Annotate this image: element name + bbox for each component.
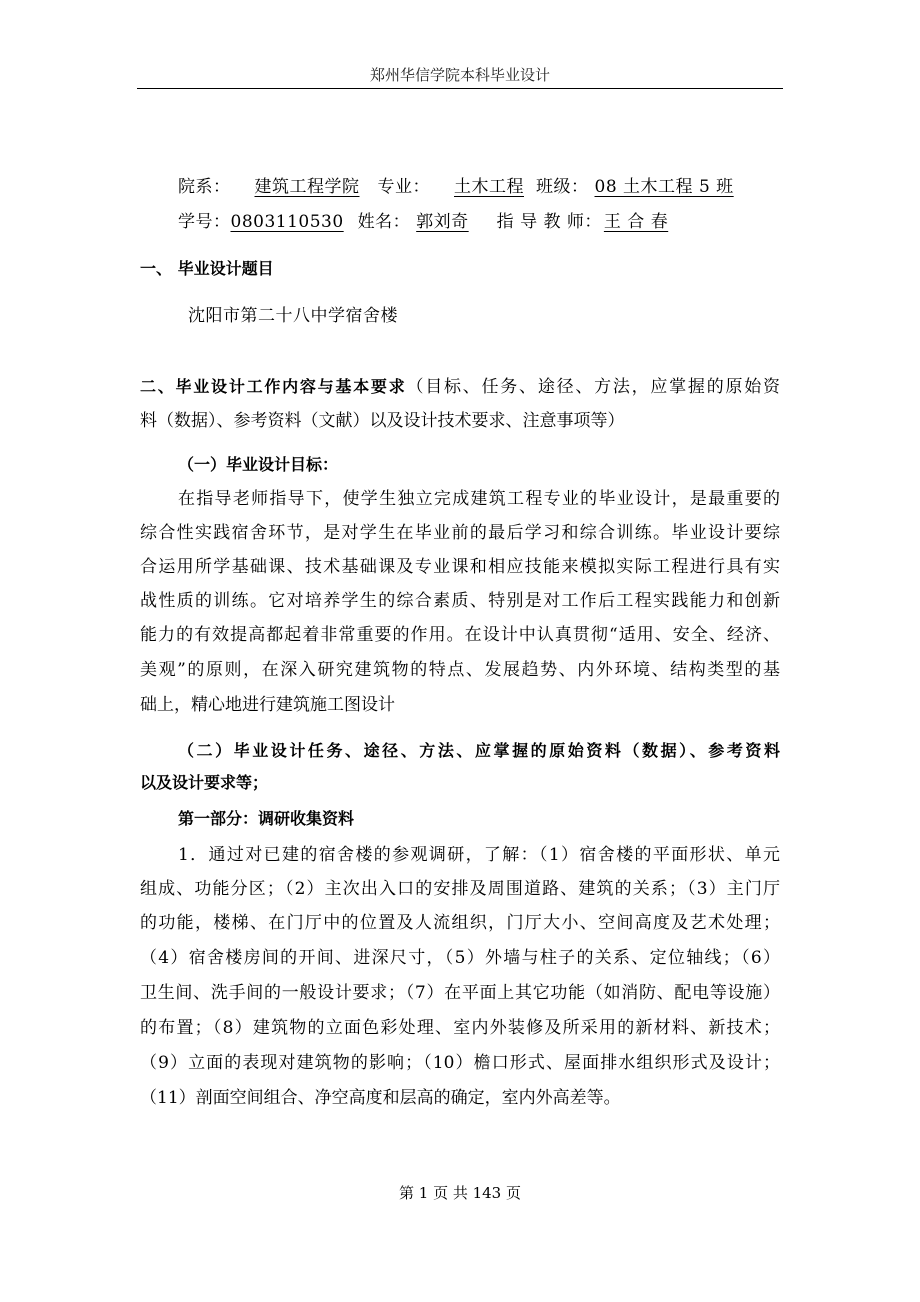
goal-line: 在指导老师指导下，使学生独立完成建筑工程专业的毕业设计，是最重要的 bbox=[178, 489, 780, 509]
goal-line: 美观”的原则，在深入研究建筑物的特点、发展趋势、内外环境、结构类型的基 bbox=[140, 660, 780, 680]
part1-line: 1．通过对已建的宿舍楼的参观调研，了解：（1）宿舍楼的平面形状、单元 bbox=[178, 845, 780, 865]
info-line-2 bbox=[178, 207, 670, 232]
task-heading-line-2: 以及设计要求等； bbox=[140, 773, 269, 792]
part1-line: 组成、功能分区；（2）主次出入口的安排及周围道路、建筑的关系；（3）主门厅 bbox=[140, 879, 780, 899]
part1-line: 卫生间、洗手间的一般设计要求；（7）在平面上其它功能（如消防、配电等设施） bbox=[140, 983, 780, 1003]
advisor-label: 指 导 教 师： bbox=[496, 212, 602, 232]
part1-line: （9）立面的表现对建筑物的影响；（10）檐口形式、屋面排水组织形式及设计； bbox=[140, 1053, 780, 1073]
header-divider bbox=[137, 88, 783, 89]
goal-heading: （一）毕业设计目标： bbox=[178, 455, 339, 474]
major-label: 专业： bbox=[377, 177, 430, 197]
goal-line: 能力的有效提高都起着非常重要的作用。在设计中认真贯彻“适用、安全、经济、 bbox=[140, 625, 780, 645]
section1-heading: 一、 毕业设计题目 bbox=[140, 259, 274, 278]
student-name-value: 郭刘奇 bbox=[416, 212, 469, 232]
part1-heading: 第一部分：调研收集资料 bbox=[178, 809, 355, 828]
page-number: 第 1 页 共 143 页 bbox=[398, 1184, 521, 1202]
advisor-value: 王 合 春 bbox=[603, 212, 669, 232]
dept-label: 院系： bbox=[178, 177, 231, 197]
goal-line: 综合性实践宿舍环节，是对学生在毕业前的最后学习和综合训练。毕业设计要综 bbox=[140, 523, 780, 543]
section2-heading-bold: 二、毕业设计工作内容与基本要求 bbox=[140, 377, 407, 396]
part1-line: 的布置；（8）建筑物的立面色彩处理、室内外装修及所采用的新材料、新技术； bbox=[140, 1018, 780, 1038]
info-line-1 bbox=[178, 172, 740, 197]
running-header: 郑州华信学院本科毕业设计 bbox=[369, 66, 550, 84]
class-label: 班级： bbox=[536, 177, 589, 197]
student-id-label: 学号： bbox=[178, 212, 231, 232]
student-id-value: 0803110530 bbox=[230, 212, 344, 232]
part1-line: 的功能，楼梯、在门厅中的位置及人流组织，门厅大小、空间高度及艺术处理； bbox=[140, 913, 780, 933]
part1-line: （11）剖面空间组合、净空高度和层高的确定，室内外高差等。 bbox=[140, 1088, 621, 1108]
design-title: 沈阳市第二十八中学宿舍楼 bbox=[188, 306, 398, 326]
goal-line: 合运用所学基础课、技术基础课及专业课和相应技能来模拟实际工程进行具有实 bbox=[140, 557, 780, 577]
goal-line: 础上，精心地进行建筑施工图设计 bbox=[140, 695, 395, 715]
part1-line: （4）宿舍楼房间的开间、进深尺寸，（5）外墙与柱子的关系、定位轴线；（6） bbox=[140, 948, 780, 968]
goal-line: 战性质的训练。它对培养学生的综合素质、特别是对工作后工程实践能力和创新 bbox=[140, 591, 780, 611]
task-heading-line-1: （二）毕业设计任务、途径、方法、应掌握的原始资料（数据）、参考资料 bbox=[178, 741, 780, 760]
section2-heading-note: （目标、任务、途径、方法，应掌握的原始资 bbox=[406, 377, 780, 397]
class-value: 08 土木工程 5 班 bbox=[594, 177, 734, 197]
section2-heading-line-2: 料（数据）、参考资料（文献）以及设计技术要求、注意事项等） bbox=[140, 411, 625, 431]
dept-value: 建筑工程学院 bbox=[254, 177, 360, 197]
student-name-label: 姓名： bbox=[357, 212, 411, 232]
section2-heading-line-1 bbox=[140, 372, 780, 397]
major-value: 土木工程 bbox=[454, 177, 524, 197]
